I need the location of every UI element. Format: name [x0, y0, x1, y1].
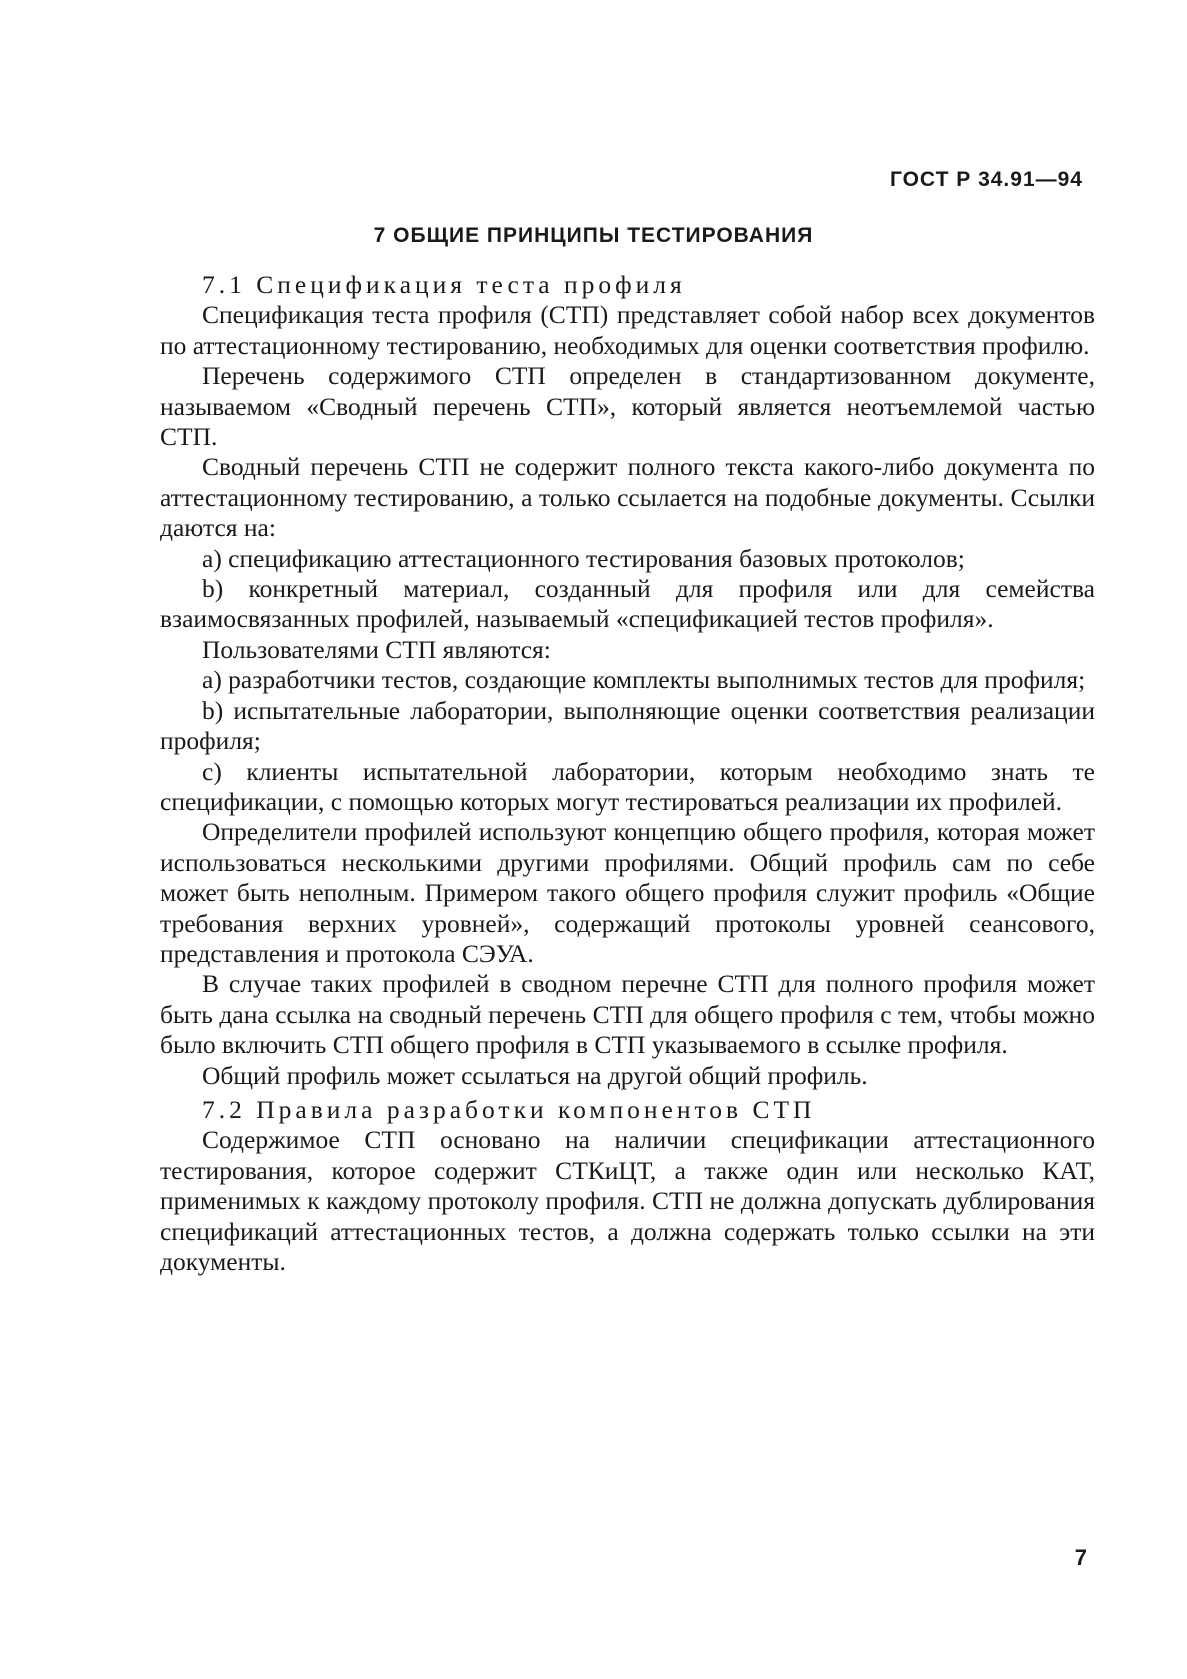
page-number: 7 [1074, 1545, 1087, 1570]
paragraph: Пользователями СТП являются: [202, 634, 551, 664]
list-item: b) испытательные лаборатории, выполняющие оценки соответствия реализации профиля; [160, 695, 1095, 756]
subsection-title: 7.2 Правила разработки компонентов СТП [202, 1094, 816, 1124]
paragraph: Перечень содержимого СТП определен в стандартизованном документе, называемом «Сводный перечень СТП», который является неотъемлемой частью СТП. [160, 361, 1095, 452]
paragraph: Общий профиль может ссылаться на другой общий профиль. [202, 1060, 868, 1090]
paragraph: Спецификация теста профиля (СТП) представляет собой набор всех документов по аттестационному тестированию, необходимых для оценки соответствия профилю. [160, 300, 1095, 360]
paragraph: Сводный перечень СТП не содержит полного текста какого-либо документа по аттестационному тестированию, а только ссылается на подобные документы. Ссылки даются на: [160, 452, 1095, 543]
paragraph: В случае таких профилей в сводном перечне СТП для полного профиля может быть дана ссылка на сводный перечень СТП для общего профиля с тем, чтобы можно было включить СТП общего профиля в СТП указываемого в ссылке профиля. [160, 969, 1095, 1060]
paragraph: Определители профилей используют концепцию общего профиля, которая может использоваться несколькими другими профилями. Общий профиль сам по себе может быть неполным. Примером такого общего профиля служит профиль «Общие требования верхних уровней», содержащий протоколы уровней сеансового, представления и протокола СЭУА. [160, 817, 1095, 968]
list-item: с) клиенты испытательной лаборатории, которым необходимо знать те спецификации, с помощью которых могут тестироваться реализации их профилей. [160, 756, 1095, 816]
paragraph: Содержимое СТП основано на наличии спецификации аттестационного тестирования, которое содержит СТКиЦТ, а также один или несколько КАТ, применимых к каждому протоколу профиля. СТП не должна допускать дублирования спецификаций аттестационных тестов, а должна содержать только ссылки на эти документы. [160, 1125, 1095, 1276]
list-item: а) спецификацию аттестационного тестирования базовых протоколов; [202, 543, 965, 573]
list-item: а) разработчики тестов, создающие комплекты выполнимых тестов для профиля; [202, 665, 1086, 695]
body-text [160, 268, 1095, 1277]
section-title: 7 ОБЩИЕ ПРИНЦИПЫ ТЕСТИРОВАНИЯ [373, 224, 814, 247]
document-header: ГОСТ Р 34.91—94 [889, 168, 1083, 191]
subsection-title: 7.1 Спецификация теста профиля [202, 270, 686, 299]
list-item: b) конкретный материал, созданный для профиля или для семейства взаимосвязанных профилей, называемый «спецификацией тестов профиля». [160, 574, 1095, 634]
